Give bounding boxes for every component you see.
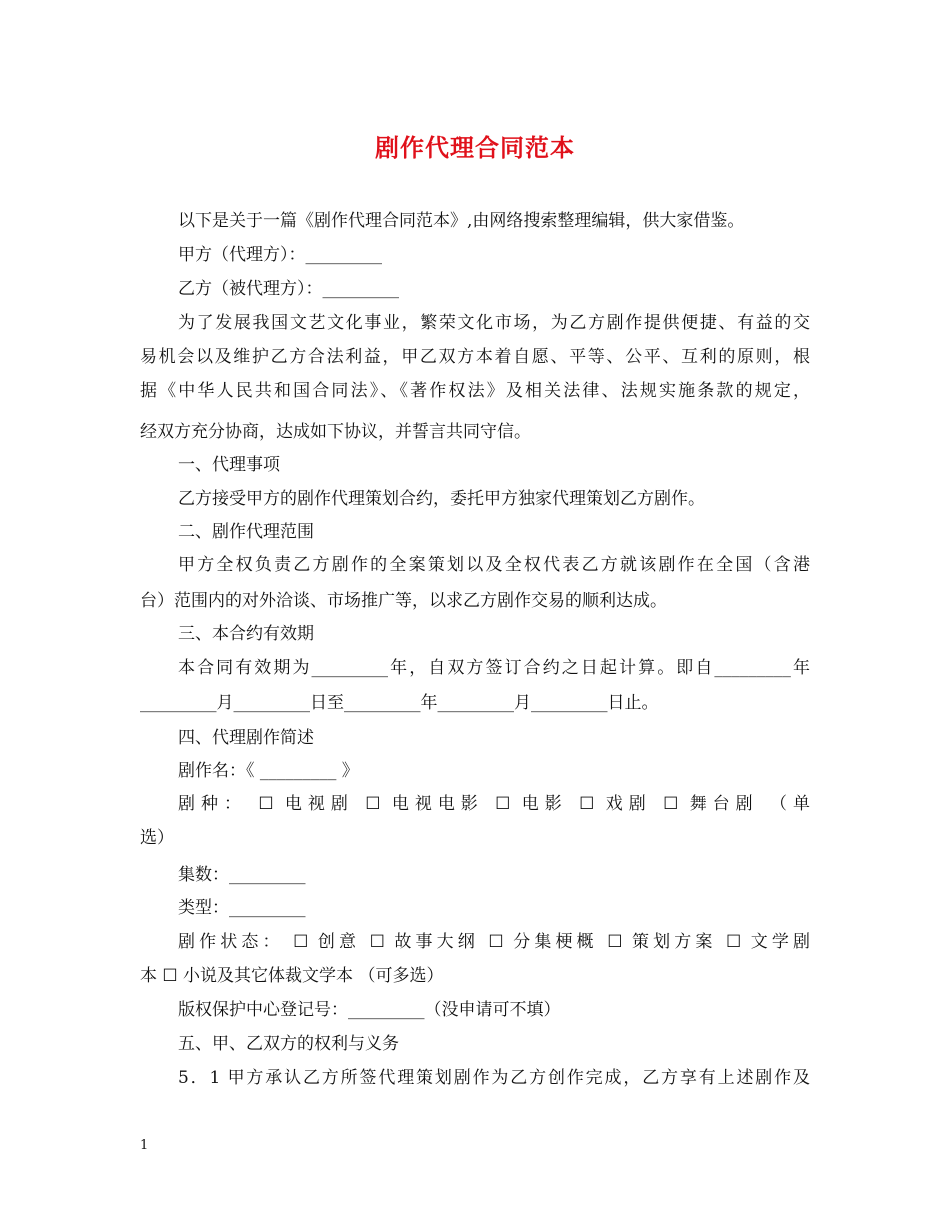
section-2-text-1: 甲方全权负责乙方剧作的全案策划以及全权代表乙方就该剧作在全国（含港 xyxy=(178,555,810,575)
section-3-heading: 三、本合约有效期 xyxy=(178,624,314,644)
preamble-line-4: 经双方充分协商，达成如下协议，并誓言共同守信。 xyxy=(140,422,531,442)
section-1-text: 乙方接受甲方的剧作代理策划合约，委托甲方独家代理策划乙方剧作。 xyxy=(178,489,705,509)
preamble-line-3: 据《中华人民共和国合同法》、《著作权法》及相关法律、法规实施条款的规定， xyxy=(140,381,810,401)
genre-options-cont: 选） xyxy=(140,828,174,848)
preamble-line-1: 为了发展我国文艺文化事业，繁荣文化市场，为乙方剧作提供便捷、有益的交 xyxy=(178,313,810,333)
preamble-line-2: 易机会以及维护乙方合法利益，甲乙双方本着自愿、平等、公平、互利的原则，根 xyxy=(140,347,810,367)
party-a-line: 甲方（代理方）：_________ xyxy=(178,245,382,265)
type-field: 类型：_________ xyxy=(178,898,306,918)
play-name-field: 剧作名：《 _________ 》 xyxy=(178,761,359,781)
episodes-field: 集数：_________ xyxy=(178,865,306,885)
section-2-heading: 二、剧作代理范围 xyxy=(178,522,314,542)
section-4-heading: 四、代理剧作简述 xyxy=(178,728,314,748)
section-3-text-1: 本合同有效期为_________年，自双方签订合约之日起计算。即自_________年 xyxy=(178,658,810,678)
section-2-text-2: 台）范围内的对外洽谈、市场推广等，以求乙方剧作交易的顺利达成。 xyxy=(140,591,667,611)
intro-line: 以下是关于一篇《剧作代理合同范本》,由网络搜索整理编辑，供大家借鉴。 xyxy=(178,211,745,231)
clause-5-1: 5．1 甲方承认乙方所签代理策划剧作为乙方创作完成，乙方享有上述剧作及 xyxy=(178,1068,810,1088)
page-number: 1 xyxy=(140,1138,149,1153)
status-options-cont: 本 ☐ 小说及其它体裁文学本 （可多选） xyxy=(140,966,444,986)
party-b-line: 乙方（被代理方）：_________ xyxy=(178,279,399,299)
section-3-text-2: _________月_________日至_________年_________月_________日止。 xyxy=(140,693,659,713)
section-1-heading: 一、代理事项 xyxy=(178,455,280,475)
section-5-heading: 五、甲、乙双方的权利与义务 xyxy=(178,1034,399,1054)
document-title: 剧作代理合同范本 xyxy=(375,134,575,162)
genre-options: 剧种： ☐ 电视剧 ☐ 电视电影 ☐ 电影 ☐ 戏剧 ☐ 舞台剧 （单 xyxy=(178,794,810,814)
registration-number-field: 版权保护中心登记号：_________（没申请可不填） xyxy=(178,1000,561,1020)
status-options: 剧作状态： ☐ 创意 ☐ 故事大纲 ☐ 分集梗概 ☐ 策划方案 ☐ 文学剧 xyxy=(178,932,810,952)
